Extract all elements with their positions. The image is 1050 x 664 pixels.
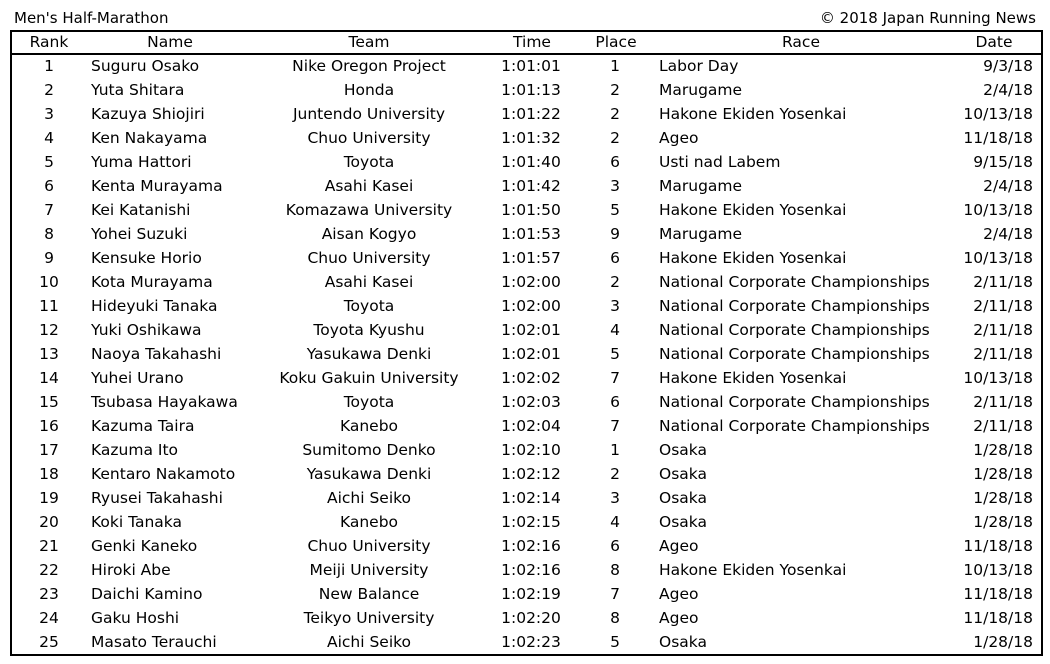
cell-name: Genki Kaneko (91, 537, 198, 555)
cell-team: Koku Gakuin University (279, 369, 459, 387)
cell-time: 1:02:12 (501, 465, 561, 483)
cell-time: 1:02:15 (501, 513, 561, 531)
cell-team: Nike Oregon Project (292, 57, 446, 75)
cell-name: Suguru Osako (91, 57, 200, 75)
cell-team: Komazawa University (285, 201, 453, 219)
cell-place: 5 (610, 201, 620, 219)
column-header-race: Race (782, 33, 820, 51)
cell-time: 1:02:10 (501, 441, 561, 459)
cell-race: Hakone Ekiden Yosenkai (659, 561, 847, 579)
cell-team: Toyota Kyushu (313, 321, 425, 339)
cell-rank: 5 (44, 153, 54, 171)
cell-team: Asahi Kasei (324, 177, 414, 195)
cell-race: Marugame (659, 177, 743, 195)
cell-team: Chuo University (307, 249, 431, 267)
cell-date: 2/11/18 (973, 417, 1033, 435)
cell-place: 7 (610, 417, 620, 435)
cell-rank: 4 (44, 129, 54, 147)
cell-date: 1/28/18 (973, 489, 1033, 507)
cell-date: 10/13/18 (963, 561, 1033, 579)
cell-time: 1:01:13 (501, 81, 561, 99)
cell-team: Yasukawa Denki (306, 465, 432, 483)
cell-name: Naoya Takahashi (91, 345, 222, 363)
cell-name: Kazuya Shiojiri (91, 105, 205, 123)
cell-time: 1:02:04 (501, 417, 561, 435)
header-divider (10, 53, 1043, 55)
cell-date: 11/18/18 (963, 129, 1033, 147)
cell-place: 2 (610, 273, 620, 291)
cell-place: 6 (610, 393, 620, 411)
cell-name: Kota Murayama (91, 273, 213, 291)
cell-team: Meiji University (309, 561, 429, 579)
cell-race: Hakone Ekiden Yosenkai (659, 105, 847, 123)
cell-place: 2 (610, 465, 620, 483)
cell-place: 3 (610, 177, 620, 195)
cell-date: 11/18/18 (963, 537, 1033, 555)
cell-name: Yuhei Urano (91, 369, 184, 387)
cell-team: Yasukawa Denki (306, 345, 432, 363)
cell-date: 1/28/18 (973, 441, 1033, 459)
cell-time: 1:01:50 (501, 201, 561, 219)
cell-name: Gaku Hoshi (91, 609, 180, 627)
cell-time: 1:01:32 (501, 129, 561, 147)
cell-race: Labor Day (659, 57, 739, 75)
cell-race: Ageo (659, 585, 699, 603)
cell-rank: 13 (39, 345, 59, 363)
cell-time: 1:02:14 (501, 489, 561, 507)
cell-time: 1:02:01 (501, 321, 561, 339)
cell-date: 1/28/18 (973, 465, 1033, 483)
cell-rank: 2 (44, 81, 54, 99)
cell-date: 2/4/18 (983, 177, 1033, 195)
cell-team: Teikyo University (303, 609, 435, 627)
cell-rank: 25 (39, 633, 59, 651)
cell-date: 2/11/18 (973, 321, 1033, 339)
cell-place: 6 (610, 249, 620, 267)
cell-race: Usti nad Labem (659, 153, 781, 171)
cell-place: 7 (610, 585, 620, 603)
cell-place: 3 (610, 297, 620, 315)
cell-time: 1:02:16 (501, 537, 561, 555)
cell-time: 1:02:02 (501, 369, 561, 387)
cell-name: Koki Tanaka (91, 513, 183, 531)
cell-team: Kanebo (339, 417, 399, 435)
cell-place: 5 (610, 633, 620, 651)
cell-race: Osaka (659, 633, 707, 651)
cell-name: Hideyuki Tanaka (91, 297, 218, 315)
cell-place: 2 (610, 105, 620, 123)
cell-race: Ageo (659, 609, 699, 627)
cell-time: 1:02:01 (501, 345, 561, 363)
cell-date: 2/11/18 (973, 345, 1033, 363)
cell-team: Aichi Seiko (326, 489, 412, 507)
cell-race: Osaka (659, 513, 707, 531)
column-header-date: Date (975, 33, 1013, 51)
cell-name: Hiroki Abe (91, 561, 171, 579)
cell-rank: 15 (39, 393, 59, 411)
table-title: Men's Half-Marathon (14, 9, 169, 27)
cell-team: Toyota (343, 297, 395, 315)
cell-race: Ageo (659, 537, 699, 555)
cell-team: Chuo University (307, 129, 431, 147)
cell-name: Kazuma Taira (91, 417, 195, 435)
cell-time: 1:02:00 (501, 273, 561, 291)
cell-name: Kensuke Horio (91, 249, 202, 267)
cell-name: Yuma Hattori (91, 153, 192, 171)
cell-date: 1/28/18 (973, 513, 1033, 531)
cell-place: 5 (610, 345, 620, 363)
cell-place: 1 (610, 57, 620, 75)
copyright-notice: © 2018 Japan Running News (819, 9, 1036, 27)
cell-name: Ryusei Takahashi (91, 489, 223, 507)
cell-date: 9/15/18 (973, 153, 1033, 171)
cell-race: National Corporate Championships (659, 273, 930, 291)
cell-race: Marugame (659, 81, 743, 99)
cell-team: Juntendo University (292, 105, 446, 123)
column-header-place: Place (595, 33, 637, 51)
cell-date: 10/13/18 (963, 249, 1033, 267)
cell-team: Asahi Kasei (324, 273, 414, 291)
cell-rank: 1 (44, 57, 54, 75)
cell-time: 1:01:53 (501, 225, 561, 243)
cell-time: 1:02:23 (501, 633, 561, 651)
cell-race: National Corporate Championships (659, 345, 930, 363)
cell-date: 2/11/18 (973, 297, 1033, 315)
cell-place: 7 (610, 369, 620, 387)
cell-place: 2 (610, 129, 620, 147)
cell-time: 1:01:40 (501, 153, 561, 171)
cell-rank: 22 (39, 561, 59, 579)
cell-team: Toyota (343, 153, 395, 171)
cell-rank: 11 (39, 297, 59, 315)
cell-team: Aisan Kogyo (321, 225, 417, 243)
cell-place: 9 (610, 225, 620, 243)
cell-name: Ken Nakayama (91, 129, 208, 147)
cell-team: Toyota (343, 393, 395, 411)
cell-date: 10/13/18 (963, 201, 1033, 219)
cell-name: Daichi Kamino (91, 585, 203, 603)
cell-rank: 21 (39, 537, 59, 555)
cell-date: 2/4/18 (983, 225, 1033, 243)
cell-race: National Corporate Championships (659, 417, 930, 435)
cell-time: 1:02:00 (501, 297, 561, 315)
cell-race: Osaka (659, 441, 707, 459)
cell-name: Yuta Shitara (91, 81, 185, 99)
column-header-team: Team (348, 33, 390, 51)
cell-name: Kei Katanishi (91, 201, 191, 219)
cell-date: 10/13/18 (963, 105, 1033, 123)
cell-place: 8 (610, 609, 620, 627)
cell-rank: 18 (39, 465, 59, 483)
cell-team: Chuo University (307, 537, 431, 555)
cell-race: Hakone Ekiden Yosenkai (659, 249, 847, 267)
cell-rank: 3 (44, 105, 54, 123)
cell-time: 1:02:19 (501, 585, 561, 603)
cell-rank: 12 (39, 321, 59, 339)
cell-rank: 8 (44, 225, 54, 243)
cell-date: 11/18/18 (963, 609, 1033, 627)
cell-name: Masato Terauchi (91, 633, 217, 651)
cell-date: 2/4/18 (983, 81, 1033, 99)
cell-rank: 16 (39, 417, 59, 435)
cell-rank: 23 (39, 585, 59, 603)
cell-team: Aichi Seiko (326, 633, 412, 651)
cell-team: Kanebo (339, 513, 399, 531)
column-header-name: Name (147, 33, 193, 51)
cell-date: 11/18/18 (963, 585, 1033, 603)
cell-rank: 14 (39, 369, 59, 387)
cell-name: Yohei Suzuki (91, 225, 188, 243)
cell-name: Tsubasa Hayakawa (91, 393, 238, 411)
cell-race: National Corporate Championships (659, 297, 930, 315)
cell-place: 2 (610, 81, 620, 99)
cell-date: 9/3/18 (983, 57, 1033, 75)
cell-team: Sumitomo Denko (302, 441, 436, 459)
cell-name: Kentaro Nakamoto (91, 465, 236, 483)
cell-time: 1:01:57 (501, 249, 561, 267)
cell-time: 1:02:16 (501, 561, 561, 579)
cell-date: 2/11/18 (973, 393, 1033, 411)
cell-team: New Balance (318, 585, 420, 603)
column-header-rank: Rank (29, 33, 69, 51)
cell-team: Honda (343, 81, 395, 99)
cell-name: Kenta Murayama (91, 177, 223, 195)
cell-race: Osaka (659, 489, 707, 507)
cell-rank: 10 (39, 273, 59, 291)
cell-rank: 24 (39, 609, 59, 627)
cell-race: Osaka (659, 465, 707, 483)
cell-race: Hakone Ekiden Yosenkai (659, 201, 847, 219)
cell-time: 1:01:01 (501, 57, 561, 75)
cell-race: National Corporate Championships (659, 393, 930, 411)
cell-rank: 19 (39, 489, 59, 507)
cell-rank: 6 (44, 177, 54, 195)
cell-date: 2/11/18 (973, 273, 1033, 291)
cell-date: 10/13/18 (963, 369, 1033, 387)
cell-place: 8 (610, 561, 620, 579)
cell-race: Hakone Ekiden Yosenkai (659, 369, 847, 387)
cell-name: Yuki Oshikawa (91, 321, 202, 339)
cell-rank: 20 (39, 513, 59, 531)
cell-time: 1:02:03 (501, 393, 561, 411)
cell-rank: 17 (39, 441, 59, 459)
cell-place: 4 (610, 321, 620, 339)
cell-place: 4 (610, 513, 620, 531)
cell-place: 1 (610, 441, 620, 459)
cell-date: 1/28/18 (973, 633, 1033, 651)
cell-place: 6 (610, 153, 620, 171)
cell-time: 1:02:20 (501, 609, 561, 627)
cell-rank: 7 (44, 201, 54, 219)
cell-race: National Corporate Championships (659, 321, 930, 339)
cell-time: 1:01:22 (501, 105, 561, 123)
cell-place: 6 (610, 537, 620, 555)
cell-place: 3 (610, 489, 620, 507)
cell-time: 1:01:42 (501, 177, 561, 195)
cell-race: Marugame (659, 225, 743, 243)
cell-race: Ageo (659, 129, 699, 147)
column-header-time: Time (513, 33, 551, 51)
cell-rank: 9 (44, 249, 54, 267)
cell-name: Kazuma Ito (91, 441, 179, 459)
